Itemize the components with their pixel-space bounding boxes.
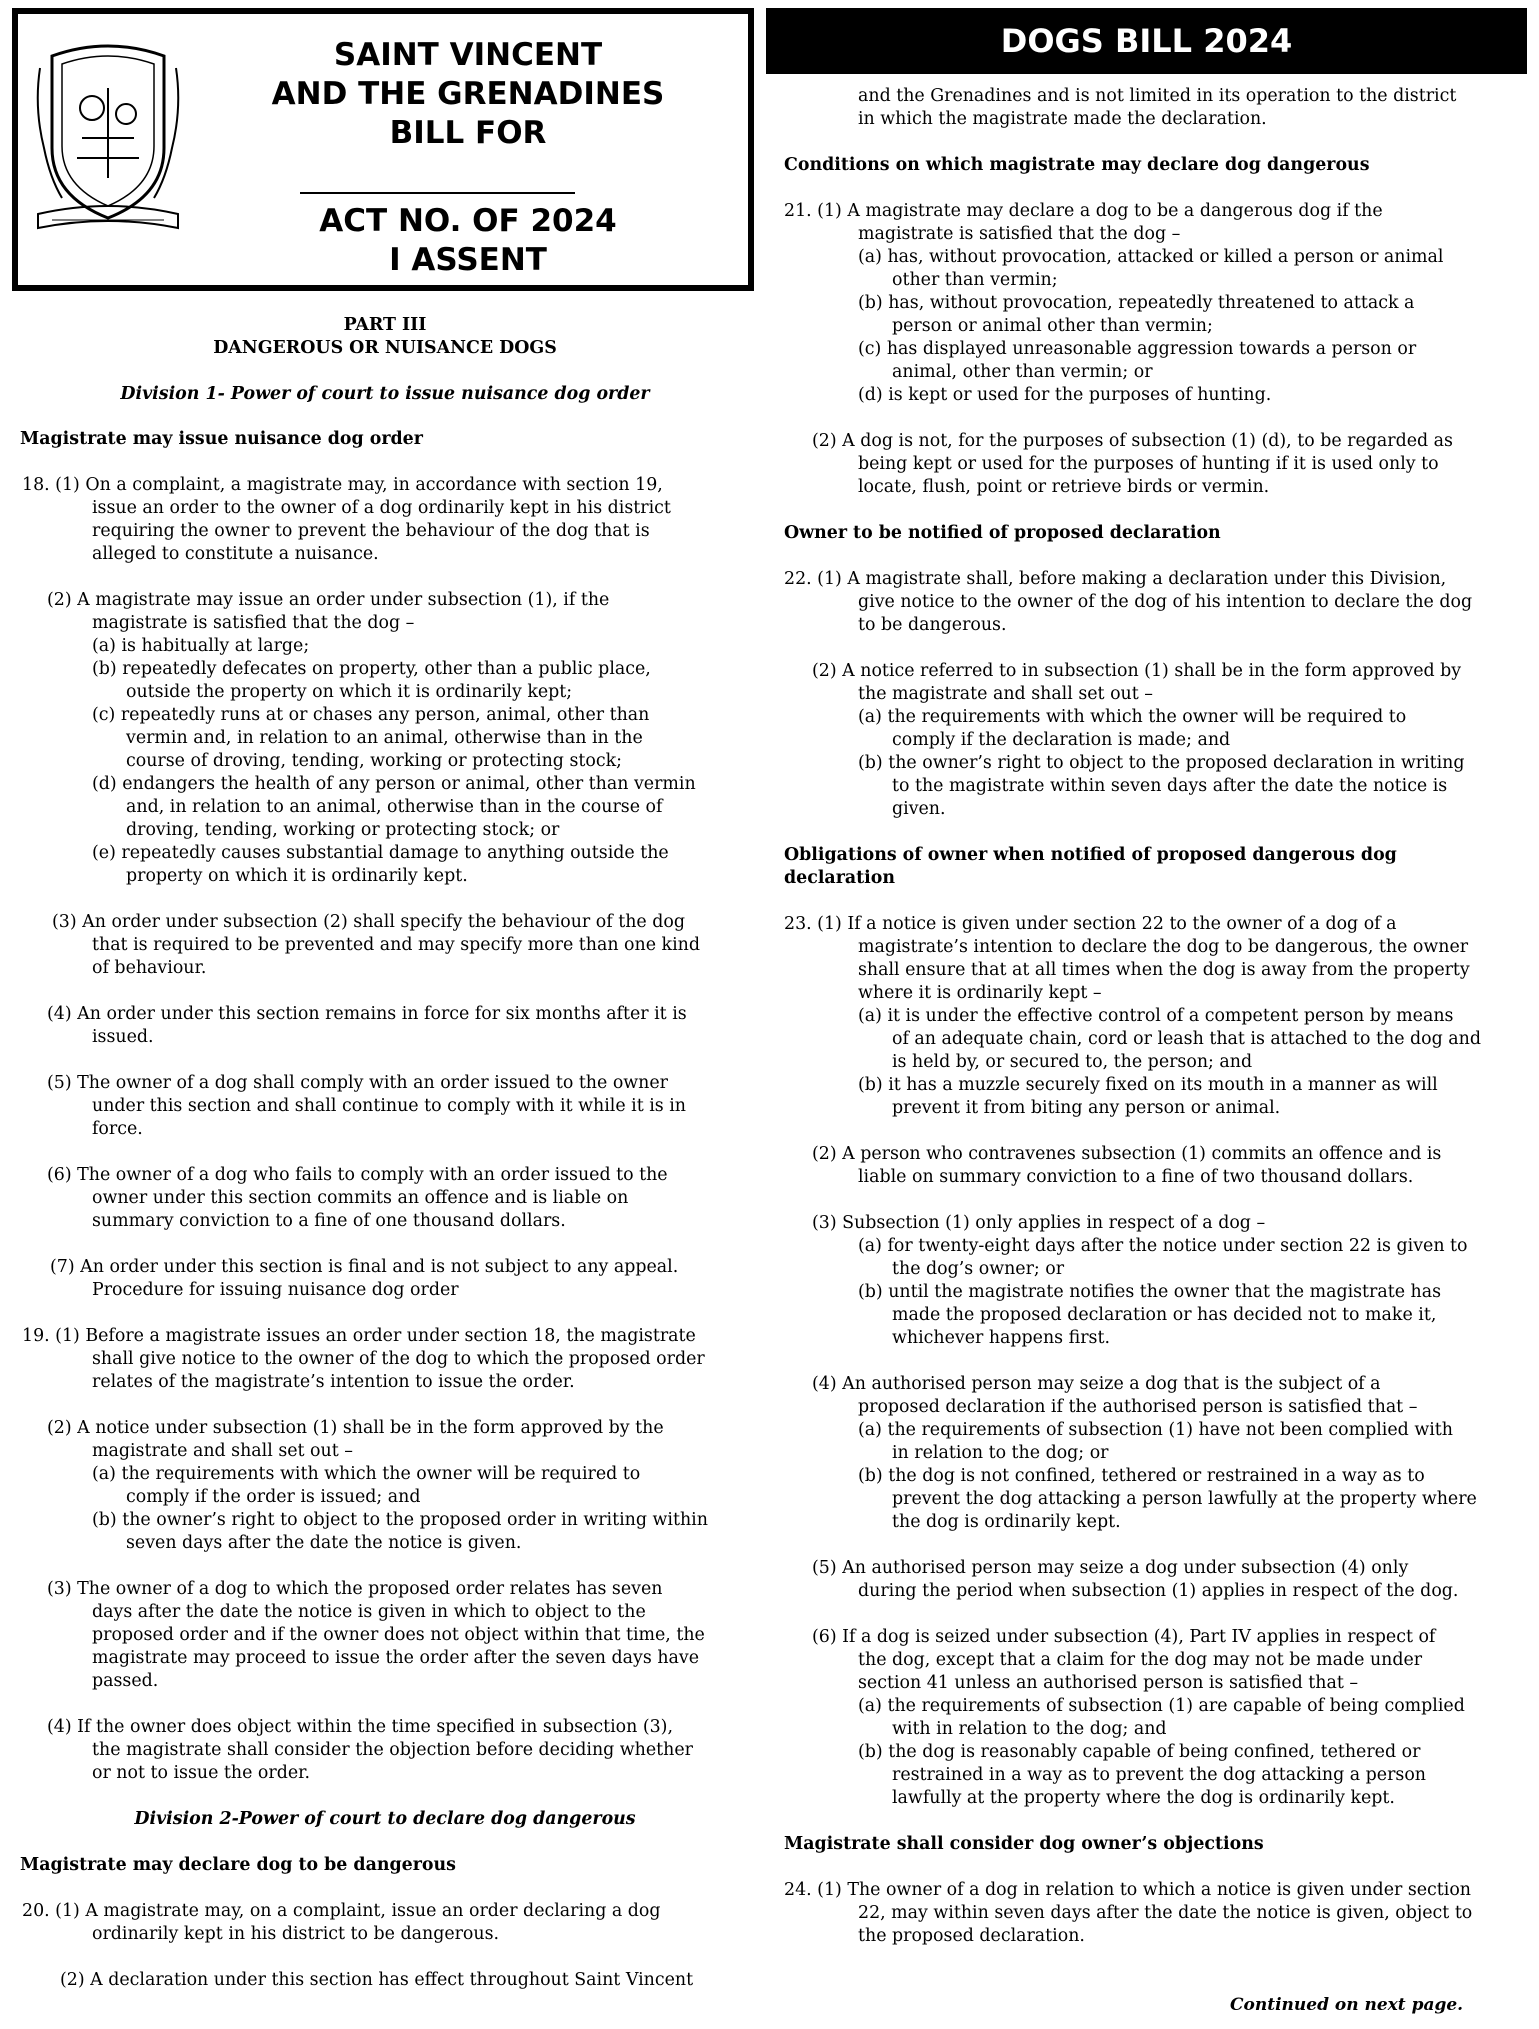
text-line: (d) endangers the health of any person or animal, other than vermin bbox=[92, 774, 696, 794]
text-line: and, in relation to an animal, otherwise than in the course of bbox=[126, 797, 663, 817]
text-line: under this section and shall continue to comply with it while it is in bbox=[92, 1096, 686, 1116]
text-line: (2) A person who contravenes subsection (1) commits an offence and is bbox=[812, 1144, 1442, 1164]
text-line: the dog’s owner; or bbox=[892, 1259, 1065, 1279]
text-line: Conditions on which magistrate may declare dog dangerous bbox=[784, 155, 1370, 175]
text-line: (d) is kept or used for the purposes of hunting. bbox=[858, 385, 1272, 405]
text-line: vermin and, in relation to an animal, otherwise than in the bbox=[126, 728, 643, 748]
text-line: (a) the requirements with which the owner will be required to bbox=[858, 707, 1407, 727]
text-line: lawfully at the property where the dog is ordinarily kept. bbox=[892, 1788, 1395, 1808]
text-line: with in relation to the dog; and bbox=[892, 1719, 1167, 1739]
text-line: and the Grenadines and is not limited in its operation to the district bbox=[858, 86, 1457, 106]
text-line: Division 2-Power of court to declare dog dangerous bbox=[134, 1809, 636, 1829]
text-line: 24. (1) The owner of a dog in relation to which a notice is given under section bbox=[784, 1880, 1471, 1900]
text-line: of behaviour. bbox=[92, 958, 207, 978]
text-line: (a) for twenty-eight days after the notice under section 22 is given to bbox=[858, 1236, 1468, 1256]
coat-of-arms-icon bbox=[32, 28, 184, 234]
text-line: magistrate is satisfied that the dog – bbox=[858, 224, 1181, 244]
text-line: locate, flush, point or retrieve birds or vermin. bbox=[858, 477, 1270, 497]
text-line: (3) Subsection (1) only applies in respect of a dog – bbox=[812, 1213, 1266, 1233]
text-line: the magistrate and shall set out – bbox=[858, 684, 1153, 704]
text-line: (6) The owner of a dog who fails to comply with an order issued to the bbox=[47, 1165, 668, 1185]
text-line: (2) A magistrate may issue an order under subsection (1), if the bbox=[47, 590, 610, 610]
text-line: 19. (1) Before a magistrate issues an order under section 18, the magistrate bbox=[22, 1326, 696, 1346]
text-line: requiring the owner to prevent the behaviour of the dog that is bbox=[92, 521, 650, 541]
text-line: magistrate may proceed to issue the order after the seven days have bbox=[92, 1648, 699, 1668]
text-line: 21. (1) A magistrate may declare a dog to be a dangerous dog if the bbox=[784, 201, 1383, 221]
text-line: (2) A declaration under this section has effect throughout Saint Vincent bbox=[60, 1970, 694, 1990]
title-line-2: AND THE GRENADINES bbox=[271, 76, 665, 112]
text-line: (7) An order under this section is final and is not subject to any appeal. bbox=[50, 1257, 679, 1277]
text-line: the proposed declaration. bbox=[858, 1926, 1085, 1946]
text-line: Obligations of owner when notified of proposed dangerous dog bbox=[784, 845, 1397, 865]
text-line: magistrate and shall set out – bbox=[92, 1441, 353, 1461]
title-divider bbox=[300, 192, 575, 194]
text-line: in which the magistrate made the declaration. bbox=[858, 109, 1267, 129]
text-line: given. bbox=[892, 799, 946, 819]
text-line: (b) the owner’s right to object to the proposed order in writing within bbox=[92, 1510, 708, 1530]
text-line: (b) it has a muzzle securely fixed on its mouth in a manner as will bbox=[858, 1075, 1438, 1095]
text-line: magistrate’s intention to declare the dog to be dangerous, the owner bbox=[858, 937, 1469, 957]
text-line: (b) the dog is not confined, tethered or restrained in a way as to bbox=[858, 1466, 1425, 1486]
text-line: being kept or used for the purposes of hunting if it is used only to bbox=[858, 454, 1439, 474]
text-line: (c) has displayed unreasonable aggression towards a person or bbox=[858, 339, 1417, 359]
text-line: of an adequate chain, cord or leash that is attached to the dog and bbox=[892, 1029, 1481, 1049]
text-line: (e) repeatedly causes substantial damage to anything outside the bbox=[92, 843, 669, 863]
text-line: 18. (1) On a complaint, a magistrate may, in accordance with section 19, bbox=[22, 475, 663, 495]
text-line: 22. (1) A magistrate shall, before making a declaration under this Division, bbox=[784, 569, 1447, 589]
text-line: (a) the requirements with which the owner will be required to bbox=[92, 1464, 641, 1484]
text-line: in relation to the dog; or bbox=[892, 1443, 1109, 1463]
text-line: (b) the dog is reasonably capable of being confined, tethered or bbox=[858, 1742, 1421, 1762]
text-line: (a) has, without provocation, attacked or killed a person or animal bbox=[858, 247, 1444, 267]
text-line: Division 1- Power of court to issue nuisance dog order bbox=[120, 384, 650, 404]
text-line: is held by, or secured to, the person; and bbox=[892, 1052, 1253, 1072]
text-line: shall give notice to the owner of the dog to which the proposed order bbox=[92, 1349, 705, 1369]
act-title bbox=[208, 202, 728, 280]
text-line: comply if the order is issued; and bbox=[126, 1487, 421, 1507]
continued-note: Continued on next page. bbox=[1230, 1995, 1464, 2015]
act-line-1: ACT NO. OF 2024 bbox=[319, 203, 617, 239]
text-line: comply if the declaration is made; and bbox=[892, 730, 1231, 750]
title-line-1: SAINT VINCENT bbox=[333, 37, 603, 73]
text-line: the dog is ordinarily kept. bbox=[892, 1512, 1121, 1532]
text-line: prevent it from biting any person or animal. bbox=[892, 1098, 1281, 1118]
text-line: (a) the requirements of subsection (1) have not been complied with bbox=[858, 1420, 1453, 1440]
act-line-2: I ASSENT bbox=[389, 242, 547, 278]
text-line: droving, tending, working or protecting stock; or bbox=[126, 820, 560, 840]
text-line: (a) is habitually at large; bbox=[92, 636, 310, 656]
text-line: liable on summary conviction to a fine of two thousand dollars. bbox=[858, 1167, 1414, 1187]
text-line: issued. bbox=[92, 1027, 154, 1047]
text-line: (b) has, without provocation, repeatedly threatened to attack a bbox=[858, 293, 1415, 313]
text-line: the magistrate shall consider the objection before deciding whether bbox=[92, 1740, 693, 1760]
text-line: owner under this section commits an offence and is liable on bbox=[92, 1188, 629, 1208]
text-line: property on which it is ordinarily kept. bbox=[126, 866, 468, 886]
text-line: magistrate is satisfied that the dog – bbox=[92, 613, 415, 633]
text-line: (a) the requirements of subsection (1) are capable of being complied bbox=[858, 1696, 1465, 1716]
text-line: where it is ordinarily kept – bbox=[858, 983, 1102, 1003]
text-line: (2) A notice under subsection (1) shall be in the form approved by the bbox=[47, 1418, 664, 1438]
text-line: other than vermin; bbox=[892, 270, 1058, 290]
text-line: (b) until the magistrate notifies the owner that the magistrate has bbox=[858, 1282, 1442, 1302]
title-line-3: BILL FOR bbox=[389, 115, 547, 151]
text-line: (2) A notice referred to in subsection (1) shall be in the form approved by bbox=[812, 661, 1462, 681]
text-line: Magistrate may issue nuisance dog order bbox=[20, 429, 423, 449]
text-line: whichever happens first. bbox=[892, 1328, 1110, 1348]
text-line: 23. (1) If a notice is given under section 22 to the owner of a dog of a bbox=[784, 914, 1397, 934]
text-line: proposed declaration if the authorised person is satisfied that – bbox=[858, 1397, 1418, 1417]
text-line: declaration bbox=[784, 868, 896, 888]
text-line: Magistrate shall consider dog owner’s objections bbox=[784, 1834, 1264, 1854]
text-line: course of droving, tending, working or protecting stock; bbox=[126, 751, 622, 771]
text-line: give notice to the owner of the dog of his intention to declare the dog bbox=[858, 592, 1473, 612]
text-line: Owner to be notified of proposed declaration bbox=[784, 523, 1221, 543]
text-line: force. bbox=[92, 1119, 143, 1139]
text-line: (4) If the owner does object within the time specified in subsection (3), bbox=[47, 1717, 673, 1737]
text-line: (5) An authorised person may seize a dog under subsection (4) only bbox=[812, 1558, 1409, 1578]
text-line: 20. (1) A magistrate may, on a complaint, issue an order declaring a dog bbox=[22, 1901, 661, 1921]
text-line: days after the date the notice is given in which to object to the bbox=[92, 1602, 646, 1622]
text-line: (3) An order under subsection (2) shall specify the behaviour of the dog bbox=[52, 912, 685, 932]
text-line: alleged to constitute a nuisance. bbox=[92, 544, 379, 564]
text-line: shall ensure that at all times when the dog is away from the property bbox=[858, 960, 1470, 980]
text-line: proposed order and if the owner does not object within that time, the bbox=[92, 1625, 705, 1645]
bill-header bbox=[12, 8, 754, 291]
text-line: (6) If a dog is seized under subsection (4), Part IV applies in respect of bbox=[812, 1627, 1436, 1647]
text-line: ordinarily kept in his district to be dangerous. bbox=[92, 1924, 500, 1944]
text-line: to the magistrate within seven days after the date the notice is bbox=[892, 776, 1448, 796]
text-line: that is required to be prevented and may specify more than one kind bbox=[92, 935, 700, 955]
text-line: summary conviction to a fine of one thousand dollars. bbox=[92, 1211, 566, 1231]
text-line: animal, other than vermin; or bbox=[892, 362, 1153, 382]
text-line: seven days after the date the notice is given. bbox=[126, 1533, 522, 1553]
text-line: (5) The owner of a dog shall comply with an order issued to the owner bbox=[47, 1073, 668, 1093]
text-line: the dog, except that a claim for the dog may not be made under bbox=[858, 1650, 1423, 1670]
text-line: (4) An authorised person may seize a dog that is the subject of a bbox=[812, 1374, 1381, 1394]
text-line: or not to issue the order. bbox=[92, 1763, 311, 1783]
text-line: relates of the magistrate’s intention to issue the order. bbox=[92, 1372, 575, 1392]
text-line: to be dangerous. bbox=[858, 615, 1007, 635]
text-line: (3) The owner of a dog to which the proposed order relates has seven bbox=[47, 1579, 663, 1599]
text-line: 22, may within seven days after the date the notice is given, object to bbox=[858, 1903, 1473, 1923]
text-line: Magistrate may declare dog to be dangerous bbox=[20, 1855, 456, 1875]
bill-banner: DOGS BILL 2024 bbox=[766, 8, 1527, 74]
text-line: passed. bbox=[92, 1671, 159, 1691]
text-line: section 41 unless an authorised person is satisfied that – bbox=[858, 1673, 1359, 1693]
text-line: (b) the owner’s right to object to the proposed declaration in writing bbox=[858, 753, 1465, 773]
text-line: (a) it is under the effective control of a competent person by means bbox=[858, 1006, 1454, 1026]
text-line: (2) A dog is not, for the purposes of subsection (1) (d), to be regarded as bbox=[812, 431, 1453, 451]
text-line: during the period when subsection (1) applies in respect of the dog. bbox=[858, 1581, 1459, 1601]
text-line: outside the property on which it is ordinarily kept; bbox=[126, 682, 573, 702]
text-line: PART III bbox=[343, 315, 427, 335]
text-line: issue an order to the owner of a dog ordinarily kept in his district bbox=[92, 498, 671, 518]
text-line: restrained in a way as to prevent the dog attacking a person bbox=[892, 1765, 1426, 1785]
text-line: (4) An order under this section remains in force for six months after it is bbox=[47, 1004, 687, 1024]
text-line: prevent the dog attacking a person lawfully at the property where bbox=[892, 1489, 1477, 1509]
text-line: person or animal other than vermin; bbox=[892, 316, 1213, 336]
bill-title bbox=[208, 36, 728, 153]
text-line: Procedure for issuing nuisance dog order bbox=[92, 1280, 459, 1300]
text-line: made the proposed declaration or has decided not to make it, bbox=[892, 1305, 1437, 1325]
text-line: (b) repeatedly defecates on property, other than a public place, bbox=[92, 659, 651, 679]
text-line: (c) repeatedly runs at or chases any person, animal, other than bbox=[92, 705, 650, 725]
text-line: DANGEROUS OR NUISANCE DOGS bbox=[213, 338, 557, 358]
